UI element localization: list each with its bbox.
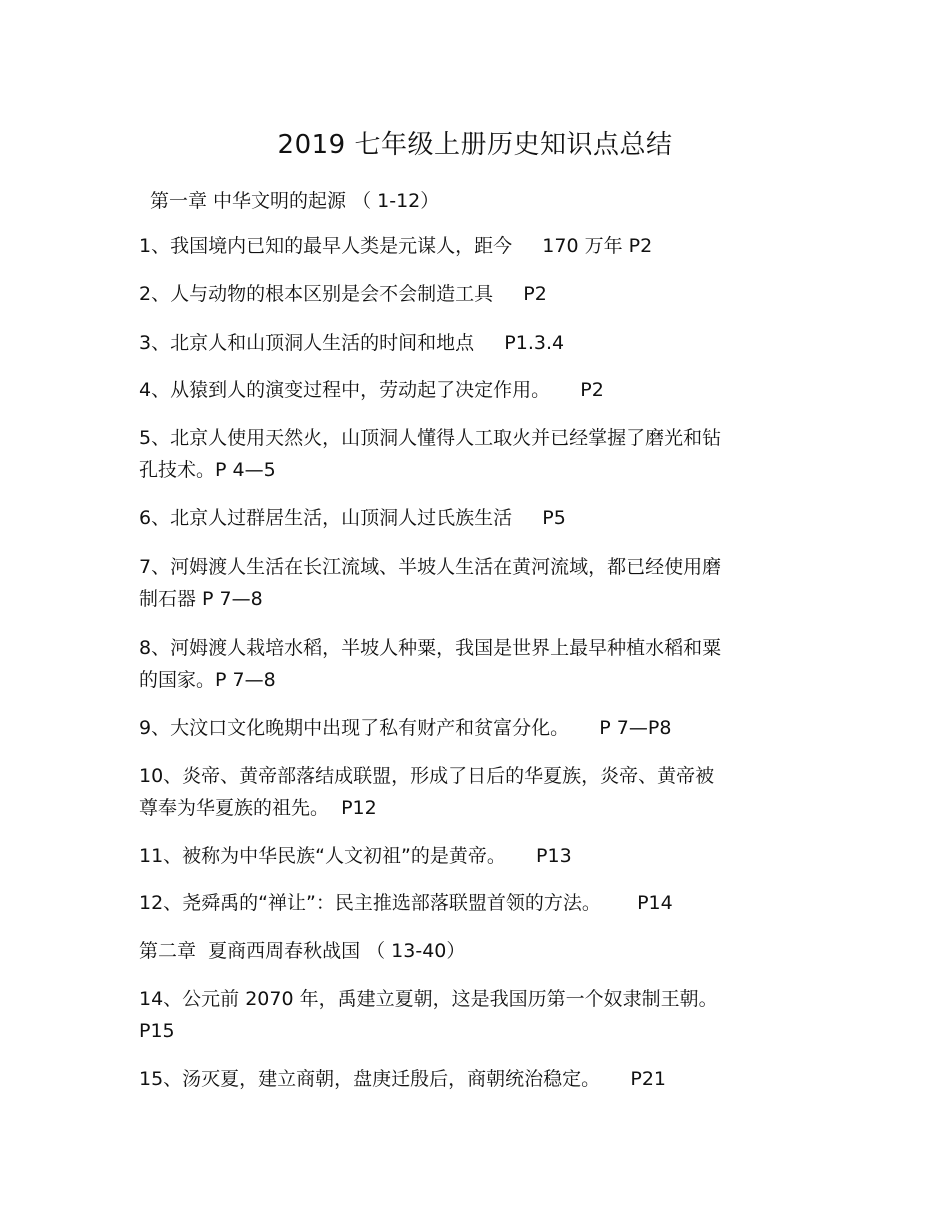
item-line: 8、河姆渡人栽培水稻，半坡人种粟，我国是世界上最早种植水稻和粟 xyxy=(139,637,722,659)
item-line: 制石器 P 7—8 xyxy=(139,588,263,610)
list-item xyxy=(139,327,779,359)
list-item xyxy=(139,840,779,872)
item-line: 孔技术。P 4—5 xyxy=(139,459,276,481)
item-line: 10、炎帝、黄帝部落结成联盟，形成了日后的华夏族，炎帝、黄帝被 xyxy=(139,765,715,787)
item-line: 3、北京人和山顶洞人生活的时间和地点 P1.3.4 xyxy=(139,332,565,354)
list-item xyxy=(139,374,779,406)
item-line: 2、人与动物的根本区别是会不会制造工具 P2 xyxy=(139,283,547,305)
list-item xyxy=(139,712,779,744)
list-item xyxy=(139,632,779,696)
item-line: 尊奉为华夏族的祖先。 P12 xyxy=(139,797,377,819)
document-title: 2019 七年级上册历史知识点总结 xyxy=(277,130,673,160)
chapter-heading: 第一章 中华文明的起源 （ 1-12） xyxy=(150,190,440,212)
list-item xyxy=(139,1063,779,1095)
item-line: 第二章 夏商西周春秋战国 （ 13-40） xyxy=(139,940,466,962)
item-line: 6、北京人过群居生活，山顶洞人过氏族生活 P5 xyxy=(139,507,566,529)
list-item xyxy=(139,502,779,534)
list-item xyxy=(139,422,779,486)
item-line: 5、北京人使用天然火，山顶洞人懂得人工取火并已经掌握了磨光和钻 xyxy=(139,427,722,449)
list-item xyxy=(139,760,779,824)
list-item xyxy=(139,230,779,262)
item-line: 14、公元前 2070 年，禹建立夏朝，这是我国历第一个奴隶制王朝。 xyxy=(139,988,718,1010)
item-line: 9、大汶口文化晚期中出现了私有财产和贫富分化。 P 7—P8 xyxy=(139,717,672,739)
item-line: 11、被称为中华民族“人文初祖”的是黄帝。 P13 xyxy=(139,845,572,867)
item-line: P15 xyxy=(139,1020,175,1042)
list-item xyxy=(139,278,779,310)
list-item xyxy=(139,983,779,1047)
item-line: 7、河姆渡人生活在长江流域、半坡人生活在黄河流域，都已经使用磨 xyxy=(139,556,722,578)
list-item xyxy=(139,887,779,919)
item-line: 4、从猿到人的演变过程中，劳动起了决定作用。 P2 xyxy=(139,379,604,401)
item-line: 15、汤灭夏，建立商朝，盘庚迁殷后，商朝统治稳定。 P21 xyxy=(139,1068,667,1090)
item-line: 12、尧舜禹的“禅让”：民主推选部落联盟首领的方法。 P14 xyxy=(139,892,673,914)
item-line: 的国家。P 7—8 xyxy=(139,669,276,691)
chapter-heading xyxy=(139,935,779,967)
item-line: 1、我国境内已知的最早人类是元谋人，距今 170 万年 P2 xyxy=(139,235,653,257)
list-item xyxy=(139,551,779,615)
